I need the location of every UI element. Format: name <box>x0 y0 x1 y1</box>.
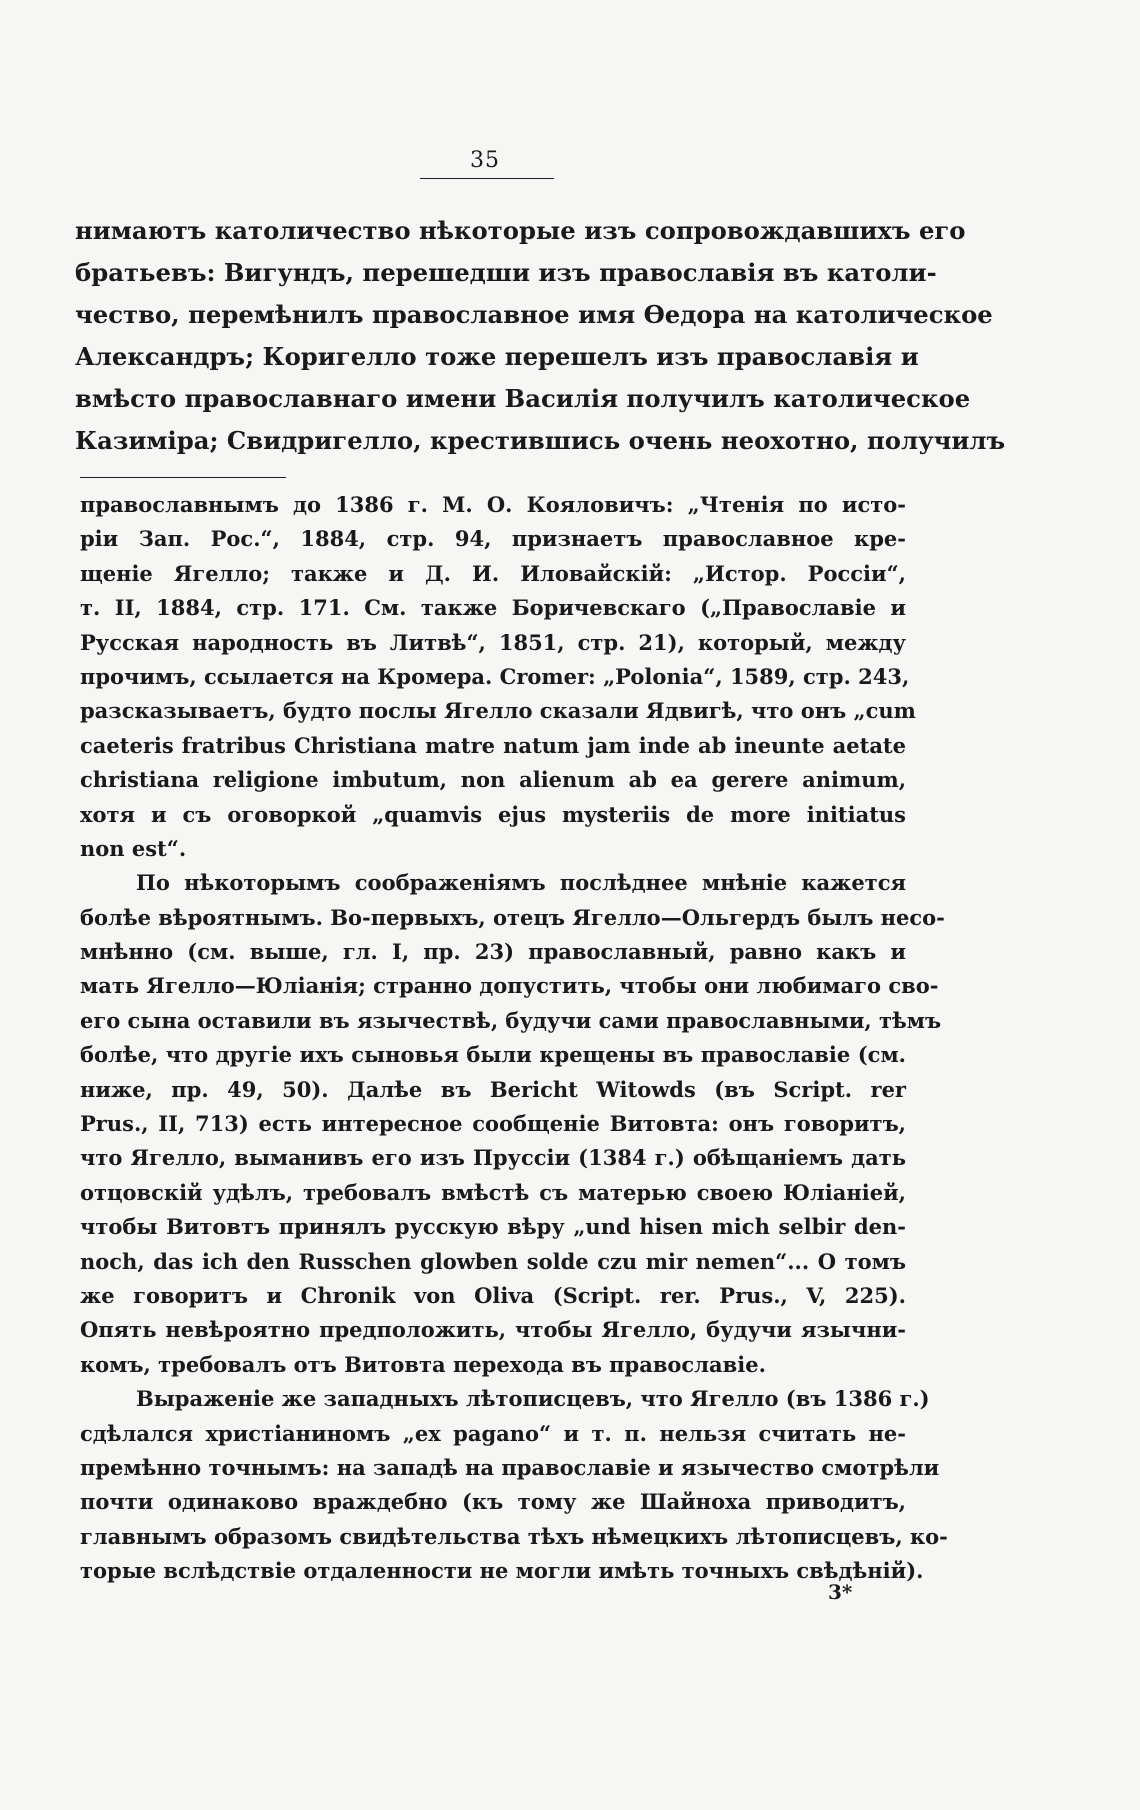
page-number-rule <box>420 178 554 179</box>
main-line: вмѣсто православнаго имени Василія получилъ католическое <box>75 384 971 413</box>
footnote-line: non est“. <box>80 835 187 861</box>
footnote-paragraph-line: комъ, требовалъ отъ Витовта перехода въ православіе. <box>80 1351 766 1377</box>
footnote-paragraph-line: главнымъ образомъ свидѣтельства тѣхъ нѣмецкихъ лѣтописцевъ, ко- <box>80 1523 948 1549</box>
footnote-line: Русская народность въ Литвѣ“, 1851, стр. 21), который, между <box>80 629 906 655</box>
footnote-line: ріи Зап. Рос.“, 1884, стр. 94, признаетъ православное кре- <box>80 526 906 552</box>
main-line: братьевъ: Вигундъ, перешедши изъ православія въ католи- <box>75 258 937 287</box>
footnote-line: разсказываетъ, будто послы Ягелло сказали Ядвигѣ, что онъ „cum <box>80 698 916 724</box>
page-number: 35 <box>470 148 500 173</box>
footnote-paragraph-line: Опять невѣроятно предположить, чтобы Ягелло, будучи язычни- <box>80 1317 906 1343</box>
footnote-paragraph-line: сдѣлался христіаниномъ „ex pagano“ и т. п. нельзя считать не- <box>80 1420 906 1446</box>
footnote-paragraph-line: его сына оставили въ язычествѣ, будучи сами православными, тѣмъ <box>80 1007 942 1033</box>
footnote-line: щеніе Ягелло; также и Д. И. Иловайскій: „Истор. Россіи“, <box>80 560 906 586</box>
printer-signature-mark: 3* <box>828 1580 853 1604</box>
main-line: Александръ; Коригелло тоже перешелъ изъ православія и <box>75 342 919 371</box>
footnote-paragraph-line: почти одинаково враждебно (къ тому же Шайноха приводитъ, <box>80 1489 906 1515</box>
footnote-paragraph-line: По нѣкоторымъ соображеніямъ послѣднее мнѣніе кажется <box>136 870 906 896</box>
footnote-paragraph-line: торые вслѣдствіе отдаленности не могли имѣть точныхъ свѣдѣній). <box>80 1558 924 1584</box>
footnote-line: прочимъ, ссылается на Кромера. Cromer: „Polonia“, 1589, стр. 243, <box>80 663 910 689</box>
footnote-line: православнымъ до 1386 г. М. О. Кояловичъ: „Чтенія по исто- <box>80 492 906 517</box>
footnote-paragraph-line: же говоритъ и Chronik von Oliva (Script. rer. Prus., V, 225). <box>80 1282 906 1308</box>
footnote-separator <box>80 477 286 478</box>
footnote-block <box>80 488 948 1589</box>
footnote-paragraph-line: Выраженіе же западныхъ лѣтописцевъ, что Ягелло (въ 1386 г.) <box>136 1386 930 1412</box>
footnote-paragraph-line: болѣе вѣроятнымъ. Во-первыхъ, отецъ Ягелло—Ольгердъ былъ несо- <box>80 904 945 930</box>
footnote-line: caeteris fratribus Christiana matre natum jam inde ab ineunte aetate <box>80 732 906 758</box>
main-line: нимаютъ католичество нѣкоторые изъ сопровождавшихъ его <box>75 216 966 245</box>
footnote-line: christiana religione imbutum, non alienum ab ea gerere animum, <box>80 767 906 793</box>
footnote-paragraph-line: болѣе, что другіе ихъ сыновья были крещены въ православіе (см. <box>80 1042 906 1068</box>
footnote-paragraph-line: отцовскій удѣлъ, требовалъ вмѣстѣ съ матерью своею Юліаніей, <box>80 1179 906 1205</box>
footnote-paragraph-line: что Ягелло, выманивъ его изъ Пруссіи (1384 г.) обѣщаніемъ дать <box>80 1145 906 1171</box>
footnote-paragraph-line: мнѣнно (см. выше, гл. I, пр. 23) православный, равно какъ и <box>80 939 906 965</box>
main-line: чество, перемѣнилъ православное имя Ѳедора на католическое <box>75 300 993 329</box>
main-text <box>75 210 1006 462</box>
footnote-paragraph-line: премѣнно точнымъ: на западѣ на православіе и язычество смотрѣли <box>80 1454 940 1480</box>
footnote-line: т. II, 1884, стр. 171. См. также Боричевскаго („Православіе и <box>80 595 906 621</box>
footnote-paragraph-line: noch, das ich den Russchen glowben solde czu mir nemen“... О томъ <box>80 1248 906 1274</box>
footnote-paragraph-line: мать Ягелло—Юліанія; странно допустить, чтобы они любимаго сво- <box>80 973 939 999</box>
main-line: Казиміра; Свидригелло, крестившись очень неохотно, получилъ <box>75 426 1006 455</box>
footnote-paragraph-line: Prus., II, 713) есть интересное сообщеніе Витовта: онъ говоритъ, <box>80 1111 906 1137</box>
footnote-paragraph-line: чтобы Витовтъ принялъ русскую вѣру „und hisen mich selbir den- <box>80 1214 906 1240</box>
footnote-line: хотя и съ оговоркой „quamvis ejus mysteriis de more initiatus <box>80 801 906 827</box>
footnote-paragraph-line: ниже, пр. 49, 50). Далѣе въ Bericht Witowds (въ Script. rer <box>80 1076 906 1102</box>
